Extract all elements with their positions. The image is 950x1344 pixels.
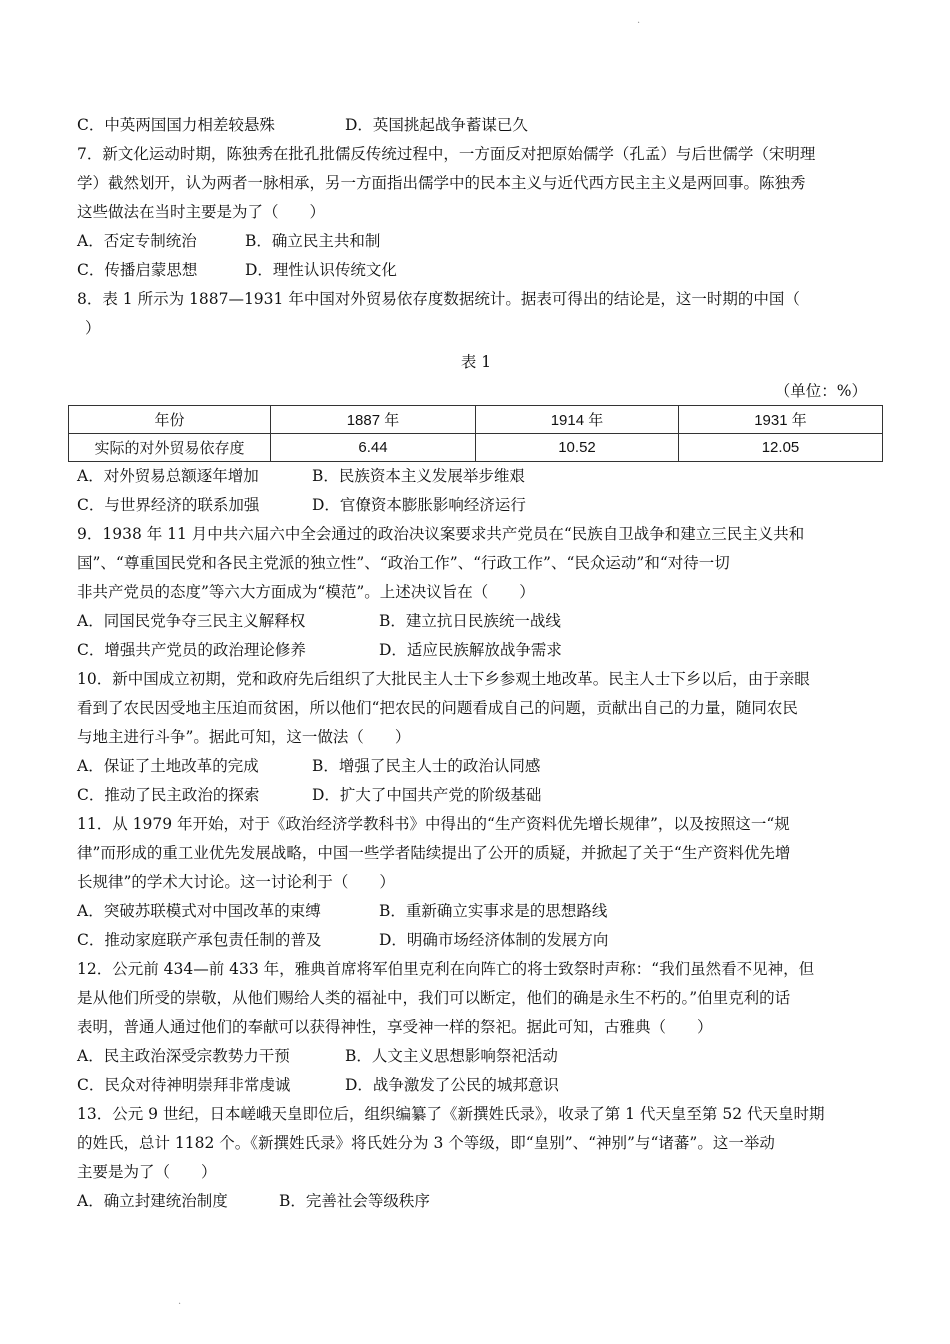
q11-option-b[interactable]: B．重新确立实事求是的思想路线 (379, 902, 608, 920)
table-cell: 6.44 (271, 434, 476, 462)
q7-stem-line-2: 学）截然划开，认为两者一脉相承，另一方面指出儒学中的民本主义与近代西方民主主义是两回事。陈独秀 (77, 174, 806, 192)
q10-stem-line-2: 看到了农民因受地主压迫而贫困，所以他们“把农民的问题看成自己的问题，贡献出自己的力量，随同农民 (77, 699, 798, 717)
q8-option-a[interactable]: A．对外贸易总额逐年增加 (77, 467, 259, 485)
q10-option-a[interactable]: A．保证了土地改革的完成 (77, 757, 259, 775)
table-caption: 表 1 (460, 353, 492, 371)
q10-options-cd (77, 781, 875, 810)
q7-stem-line-1: 7．新文化运动时期，陈独秀在批孔批儒反传统过程中，一方面反对把原始儒学（孔孟）与后世儒学（宋明理 (77, 145, 816, 163)
q6-option-d[interactable]: D．英国挑起战争蓄谋已久 (345, 116, 528, 134)
q12-option-d[interactable]: D．战争激发了公民的城邦意识 (345, 1076, 559, 1094)
q7-option-c[interactable]: C．传播启蒙思想 (77, 261, 198, 279)
table-unit: （单位：%） (774, 382, 867, 400)
q11-stem-line-2: 律”而形成的重工业优先发展战略，中国一些学者陆续提出了公开的质疑，并掀起了关于“生产资料优先增 (77, 844, 791, 862)
q9-option-d[interactable]: D．适应民族解放战争需求 (379, 641, 562, 659)
q7-options-cd (77, 256, 875, 285)
q9-option-c[interactable]: C．增强共产党员的政治理论修养 (77, 641, 306, 659)
question-10 (77, 665, 875, 810)
q11-option-d[interactable]: D．明确市场经济体制的发展方向 (379, 931, 609, 949)
q13-option-a[interactable]: A．确立封建统治制度 (77, 1192, 228, 1210)
q12-stem-line-3: 表明，普通人通过他们的奉献可以获得神性，享受神一样的祭祀。据此可知，古雅典（ ） (77, 1018, 713, 1036)
q11-option-c[interactable]: C．推动家庭联产承包责任制的普及 (77, 931, 322, 949)
q7-options-ab (77, 227, 875, 256)
q8-stem-line-1: 8．表 1 所示为 1887—1931 年中国对外贸易依存度数据统计。据表可得出的结论是，这一时期的中国（ (77, 290, 800, 308)
table-cell: 实际的对外贸易依存度 (69, 434, 271, 462)
q10-option-d[interactable]: D．扩大了中国共产党的阶级基础 (312, 786, 542, 804)
q13-options-ab (77, 1187, 875, 1216)
question-11 (77, 810, 875, 955)
question-12 (77, 955, 875, 1100)
q9-stem-line-1: 9．1938 年 11 月中共六届六中全会通过的政治决议案要求共产党员在“民族自卫战争和建立三民主义共和 (77, 525, 805, 543)
q12-stem-line-2: 是从他们所受的崇敬，从他们赐给人类的福祉中，我们可以断定，他们的确是永生不朽的。”伯里克利的话 (77, 989, 791, 1007)
q12-options-cd (77, 1071, 875, 1100)
q10-stem-line-1: 10．新中国成立初期，党和政府先后组织了大批民主人士下乡参观土地改革。民主人士下乡以后，由于亲眼 (77, 670, 810, 688)
q8-option-c[interactable]: C．与世界经济的联系加强 (77, 496, 260, 514)
q7-option-b[interactable]: B．确立民主共和制 (245, 232, 381, 250)
q12-option-c[interactable]: C．民众对待神明崇拜非常虔诚 (77, 1076, 291, 1094)
q9-option-a[interactable]: A．同国民党争夺三民主义解释权 (77, 612, 306, 630)
q10-option-b[interactable]: B．增强了民主人士的政治认同感 (312, 757, 541, 775)
q9-stem-line-2: 国”、“尊重国民党和各民主党派的独立性”、“政治工作”、“行政工作”、“民众运动”和“对待一切 (77, 554, 730, 572)
q9-stem-line-3: 非共产党员的态度”等六大方面成为“模范”。上述决议旨在（ ） (77, 583, 535, 601)
q13-option-b[interactable]: B．完善社会等级秩序 (279, 1192, 430, 1210)
exam-content (77, 111, 875, 1216)
q13-stem-line-1: 13．公元 9 世纪，日本嵯峨天皇即位后，组织编纂了《新撰姓氏录》，收录了第 1 代天皇至第 52 代天皇时期 (77, 1105, 825, 1123)
trade-dependency-table (68, 405, 883, 462)
q7-option-d[interactable]: D．理性认识传统文化 (245, 261, 397, 279)
footer-mark: · (178, 1299, 182, 1310)
q10-stem-line-3: 与地主进行斗争”。据此可知，这一做法（ ） (77, 728, 411, 746)
table-row (69, 434, 883, 462)
q11-stem-line-1: 11．从 1979 年开始，对于《政治经济学教科书》中得出的“生产资料优先增长规律”，以及按照这一“规 (77, 815, 790, 833)
q12-option-a[interactable]: A．民主政治深受宗教势力干预 (77, 1047, 290, 1065)
q6-option-c[interactable]: C．中英两国国力相差较悬殊 (77, 116, 275, 134)
table-header-cell: 年份 (69, 406, 271, 434)
q8-options-ab (77, 462, 875, 491)
q7-option-a[interactable]: A．否定专制统治 (77, 232, 197, 250)
q8-options-cd (77, 491, 875, 520)
question-8 (77, 285, 875, 520)
question-7 (77, 140, 875, 285)
q8-option-b[interactable]: B．民族资本主义发展举步维艰 (312, 467, 525, 485)
q10-option-c[interactable]: C．推动了民主政治的探索 (77, 786, 260, 804)
q11-options-ab (77, 897, 875, 926)
table-header-cell: 1887 年 (271, 406, 476, 434)
table-cell: 10.52 (476, 434, 679, 462)
q8-stem-line-2: ） (85, 319, 101, 337)
q8-option-d[interactable]: D．官僚资本膨胀影响经济运行 (312, 496, 526, 514)
q9-options-cd (77, 636, 875, 665)
q10-options-ab (77, 752, 875, 781)
question-9 (77, 520, 875, 665)
q11-options-cd (77, 926, 875, 955)
q13-stem-line-2: 的姓氏，总计 1182 个。《新撰姓氏录》将氏姓分为 3 个等级，即“皇别”、“神别”与“诸蕃”。这一举动 (77, 1134, 775, 1152)
q9-options-ab (77, 607, 875, 636)
q12-stem-line-1: 12．公元前 434—前 433 年，雅典首席将军伯里克利在向阵亡的将士致祭时声称：“我们虽然看不见神，但 (77, 960, 815, 978)
question-13 (77, 1100, 875, 1216)
table-header-cell: 1914 年 (476, 406, 679, 434)
q6-options-cd (77, 111, 875, 140)
q9-option-b[interactable]: B．建立抗日民族统一战线 (379, 612, 561, 630)
q12-options-ab (77, 1042, 875, 1071)
q11-stem-line-3: 长规律”的学术大讨论。这一讨论利于（ ） (77, 873, 395, 891)
table-header-cell: 1931 年 (679, 406, 883, 434)
q7-stem-line-3: 这些做法在当时主要是为了（ ） (77, 203, 326, 221)
q11-option-a[interactable]: A．突破苏联模式对中国改革的束缚 (77, 902, 321, 920)
q12-option-b[interactable]: B．人文主义思想影响祭祀活动 (345, 1047, 558, 1065)
header-mark: · (637, 18, 641, 29)
q13-stem-line-3: 主要是为了（ ） (77, 1163, 217, 1181)
table-header-row (69, 406, 883, 434)
table-cell: 12.05 (679, 434, 883, 462)
